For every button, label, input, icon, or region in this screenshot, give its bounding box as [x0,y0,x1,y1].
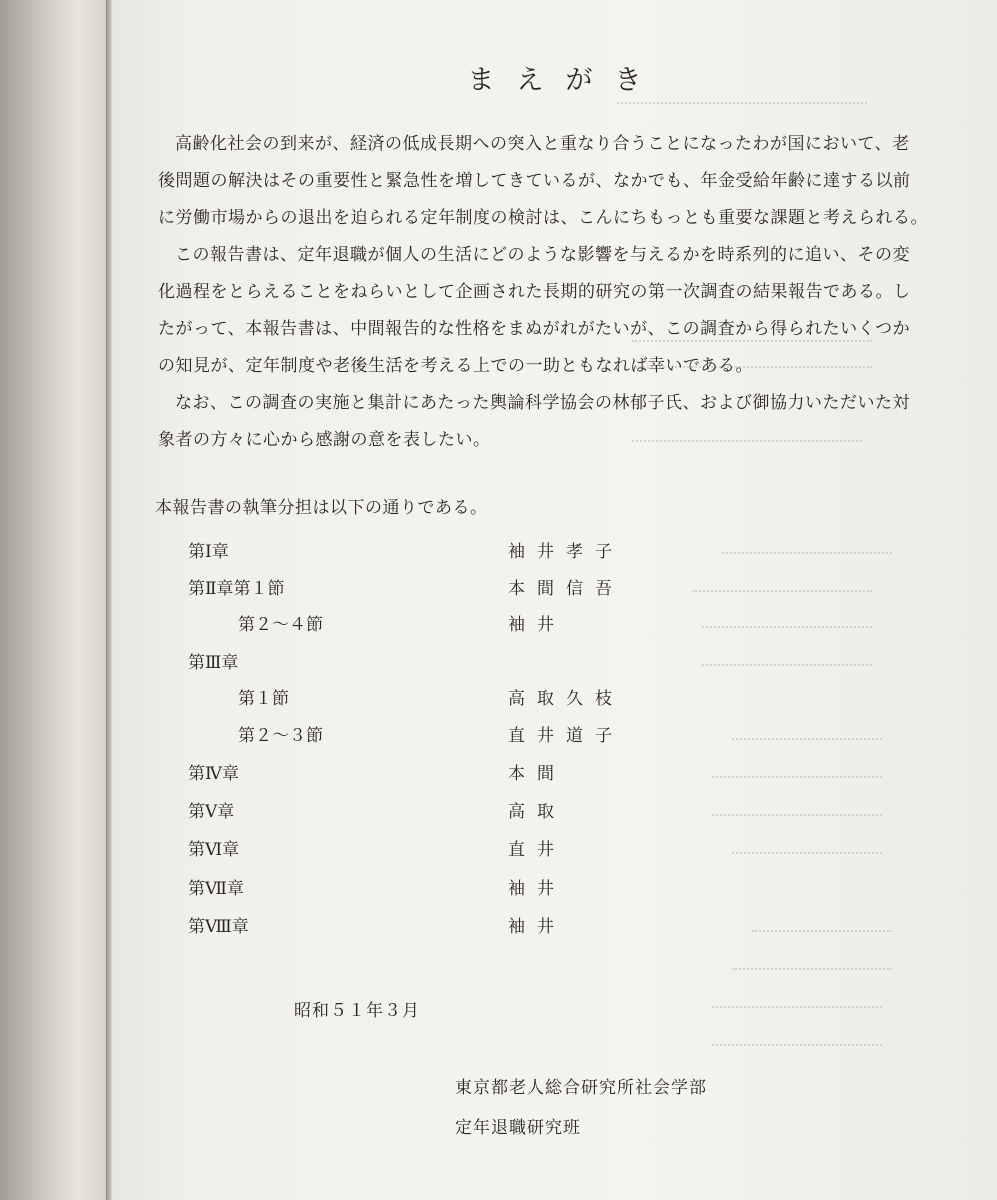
text-line: 後問題の解決はその重要性と緊急性を増してきているが、なかでも、年金受給年齢に達する以前 [158,171,911,191]
bleed-through-mark [712,776,882,778]
bleed-through-mark [712,1006,882,1008]
authorship-section: 第Ⅶ章 [188,879,244,899]
text-line: たがって、本報告書は、中間報告的な性格をまぬがれがたいが、この調査から得られたいくつか [158,319,911,339]
authorship-author: 袖井 [508,615,566,635]
paragraph-1 [158,126,948,237]
publication-date: 昭和５１年３月 [294,1001,420,1021]
authorship-author: 袖井 [508,879,566,899]
authorship-author: 高取 [508,802,566,822]
paragraph-3 [158,385,948,459]
text-line: に労働市場からの退出を迫られる定年制度の検討は、こんにちもっとも重要な課題と考えられる。 [158,208,928,228]
text-line: 高齢化社会の到来が、経済の低成長期への突入と重なり合うことになったわが国において、老 [175,134,910,154]
bleed-through-mark [712,1044,882,1046]
authorship-author: 直井 [508,840,566,860]
authorship-section: 第Ⅵ章 [188,840,240,860]
bleed-through-mark [712,814,882,816]
authorship-author: 袖井 [508,917,566,937]
authorship-author: 直井道子 [508,726,624,746]
text-line: この報告書は、定年退職が個人の生活にどのような影響を与えるかを時系列的に追い、その変 [175,245,910,265]
authorship-section: 第Ⅱ章第１節 [188,579,285,599]
authorship-intro: 本報告書の執筆分担は以下の通りである。 [155,498,488,518]
authorship-section: 第Ⅰ章 [188,542,229,562]
authorship-author: 袖井孝子 [508,542,624,562]
bleed-through-mark [732,852,882,854]
authorship-section: 第Ⅴ章 [188,802,235,822]
bleed-through-mark [732,968,892,970]
text-line: 化過程をとらえることをねらいとして企画された長期的研究の第一次調査の結果報告である。し [158,282,911,302]
page-title: まえがき [467,65,664,96]
organization-name: 東京都老人総合研究所社会学部 [455,1078,707,1098]
bleed-through-mark [752,930,892,932]
authorship-section: 第Ⅳ章 [188,764,239,784]
bleed-through-mark [722,552,892,554]
authorship-section: 第２～３節 [238,726,323,746]
authorship-author: 高取久枝 [508,689,624,709]
authorship-section: 第Ⅷ章 [188,917,249,937]
authorship-author: 本間信吾 [508,579,624,599]
document-page [112,0,997,1200]
bleed-through-mark [702,664,872,666]
text-line: 象者の方々に心から感謝の意を表したい。 [158,430,491,450]
authorship-section: 第２～４節 [238,615,323,635]
authorship-section: 第Ⅲ章 [188,653,239,673]
preface-body [158,126,948,459]
research-team-name: 定年退職研究班 [455,1118,581,1138]
authorship-section: 第１節 [238,689,289,709]
book-spine [0,0,112,1200]
bleed-through-mark [692,590,872,592]
text-line: なお、この調査の実施と集計にあたった輿論科学協会の林郁子氏、および御協力いただいた対 [175,393,910,413]
bleed-through-mark [732,738,882,740]
bleed-through-mark [702,626,872,628]
paragraph-2 [158,237,948,385]
text-line: の知見が、定年制度や老後生活を考える上での一助ともなれば幸いである。 [158,356,753,376]
authorship-author: 本間 [508,764,566,784]
bleed-through-mark [617,102,867,104]
